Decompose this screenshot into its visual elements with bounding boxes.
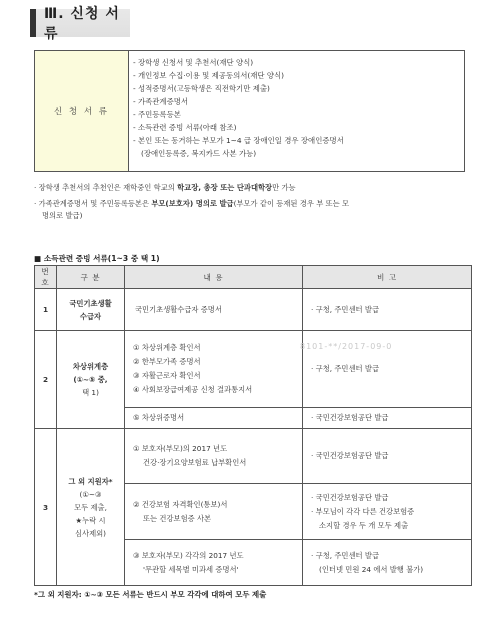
note-line: (인터넷 민원 24 에서 발행 불가) — [319, 564, 424, 574]
row-num: 1 — [35, 289, 57, 331]
note-line: 소지할 경우 두 개 모두 제출 — [319, 520, 409, 530]
row-content — [125, 484, 303, 540]
content-line: ① 보호자(부모)의 2017 년도 — [133, 444, 228, 453]
notes — [34, 182, 474, 222]
note-text: (부모가 같이 등재된 경우 부 또는 모 — [233, 199, 350, 208]
note-text: · 가족관계증명서 및 주민등록등본은 — [34, 199, 152, 208]
row-division — [57, 289, 125, 331]
row-note — [303, 484, 472, 540]
content-item: ② 한부모가족 증명서 — [133, 357, 201, 366]
table-row — [35, 289, 472, 331]
content-line: '무관할 세목별 미과세 증명서' — [143, 564, 239, 574]
division-line: 심사제외) — [74, 528, 107, 538]
row-note: · 국민건강보험공단 발급 — [303, 408, 472, 429]
section-header — [30, 6, 130, 42]
header-content: 내 용 — [125, 266, 303, 289]
row-note: · 구청, 주민센터 발급 — [303, 331, 472, 408]
note-recommender — [34, 182, 474, 194]
header-num: 번호 — [35, 266, 57, 289]
note-bold: 부모(보호자) 명의로 발급 — [151, 199, 234, 208]
income-table — [34, 265, 472, 586]
watermark: 8101-**/2017-09-0 — [300, 342, 393, 351]
document-item: - 성적증명서(고등학생은 직전학기만 제출) — [133, 84, 270, 93]
header-note: 비 고 — [303, 266, 472, 289]
content-item: ③ 자활근로자 확인서 — [133, 371, 201, 380]
section-title: Ⅲ. 신청 서류 — [44, 6, 120, 42]
table-header-row — [35, 266, 472, 289]
division-line: (①~⑤ 중, — [73, 375, 108, 384]
documents-table — [34, 50, 465, 172]
content-line: 건강·장기요양보험료 납부확인서 — [143, 458, 247, 467]
footer-bold: 부모 각각에 대하여 모두 제출 — [170, 590, 267, 599]
division-line: 국민기초생활 — [69, 298, 112, 308]
document-item: (장애인등록증, 복지카드 사본 가능) — [141, 149, 257, 158]
row-content — [125, 540, 303, 586]
note-line: · 구청, 주민센터 발급 — [311, 550, 379, 560]
content-item: ① 차상위계층 확인서 — [133, 343, 201, 352]
document-item: - 가족관계증명서 — [133, 97, 188, 106]
division-line: 모두 제출, — [74, 502, 107, 512]
row-content — [125, 429, 303, 484]
note-line: · 부모님이 각각 다른 건강보험증 — [311, 506, 415, 516]
content-item: ④ 사회보장급여제공 신청 결과통지서 — [133, 385, 253, 394]
row-note — [303, 540, 472, 586]
content-line: ② 건강보험 자격확인(통보)서 — [133, 499, 228, 509]
content-line: 또는 건강보험증 사본 — [143, 513, 212, 523]
footer-note — [34, 589, 266, 600]
footer-text: *그 외 지원자: ①~③ 모든 서류는 반드시 — [34, 590, 171, 599]
row-content — [125, 331, 303, 408]
division-line: ★누락 시 — [75, 515, 106, 525]
note-text: 만 가능 — [272, 183, 296, 192]
note-family-cont: 명의로 발급) — [42, 211, 83, 220]
table-row — [35, 429, 472, 484]
division-line: 택 1) — [82, 388, 99, 397]
note-line: · 국민건강보험공단 발급 — [311, 492, 389, 502]
table-row — [35, 331, 472, 408]
note-bold: 학교장, 총장 또는 단과대학장 — [177, 183, 273, 192]
division-line: 그 외 지원자* — [68, 476, 113, 486]
row-note: · 구청, 주민센터 발급 — [303, 289, 472, 331]
row-division — [57, 331, 125, 429]
documents-label: 신 청 서 류 — [35, 51, 129, 171]
division-line: 차상위계층 — [72, 362, 109, 371]
header-division: 구 분 — [57, 266, 125, 289]
document-item: - 소득관련 증빙 서류(아래 참조) — [133, 123, 237, 132]
document-item: - 주민등록등본 — [133, 110, 181, 119]
row-num: 2 — [35, 331, 57, 429]
note-family — [34, 198, 474, 210]
document-item: - 장학생 신청서 및 추천서(재단 양식) — [133, 58, 254, 67]
division-line: 수급자 — [79, 311, 102, 321]
document-item: - 본인 또는 동거하는 부모가 1~4 급 장애인일 경우 장애인증명서 — [133, 136, 344, 145]
division-line: (①~③ — [79, 489, 102, 499]
row-content: 국민기초생활수급자 증명서 — [125, 289, 303, 331]
row-note: · 국민건강보험공단 발급 — [303, 429, 472, 484]
row-num: 3 — [35, 429, 57, 586]
content-line: ③ 보호자(부모) 각각의 2017 년도 — [133, 550, 244, 560]
documents-list — [129, 51, 464, 171]
row-content: ⑤ 차상위증명서 — [125, 408, 303, 429]
income-section-title: ■ 소득관련 증빙 서류(1~3 중 택 1) — [34, 254, 160, 263]
document-item: - 개인정보 수집·이용 및 제공동의서(재단 양식) — [133, 71, 285, 80]
row-division — [57, 429, 125, 586]
note-text: · 장학생 추천서의 추천인은 재학중인 학교의 — [34, 183, 178, 192]
